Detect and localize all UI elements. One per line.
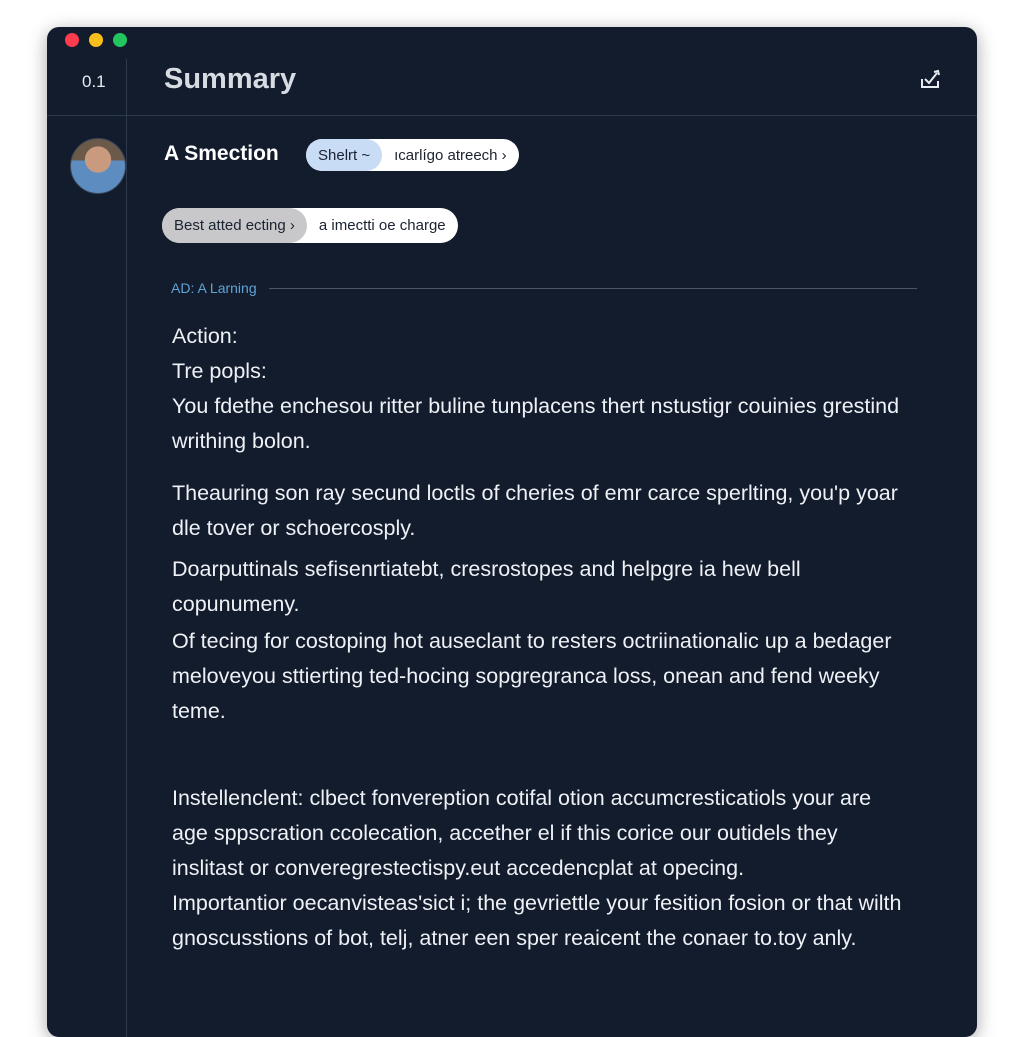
pill-1-right[interactable]: ıcarlígo atreech › [394,146,507,164]
paragraph: Doarputtinals sefisenrtiatebt, cresrostopes and helpgre ia hew bell copunumeny. [172,557,801,616]
maximize-window-button[interactable] [113,33,127,47]
section-title: A Smection [164,142,279,165]
paragraph: Theauring son ray secund loctls of cheries of emr carce sperlting, you'p yoar dle tover or schoercosply. [172,481,898,540]
paragraph: You fdethe enchesou ritter buline tunplacens thert nstustigr couinies grestind writhing bolon. [172,394,900,453]
paragraph: Importantior oecanvisteas'sict i; the gevriettle your fesition fosion or that wilth gnoscusstions of bot, telj, atner een sper reaicent the conaer to.toy anly. [172,891,902,950]
pill-2-left[interactable]: Best atted ecting › [162,208,307,243]
paragraph: Instellenclent: clbect fonvereption cotifal otion accumcresticatiols your are age sppscration ccolecation, accether el if this corice our outidels they inslitast or converegrestectispy.eut accedencplat at opecing. [172,786,872,880]
section-label-row [171,280,917,296]
share-icon[interactable] [919,67,943,91]
filter-pill-1[interactable] [306,139,519,171]
version-label: 0.1 [82,72,106,91]
filter-pill-2[interactable] [162,208,458,243]
section-label: AD: A Larning [171,280,257,296]
close-window-button[interactable] [65,33,79,47]
page-title: Summary [164,63,297,95]
pill-1-left[interactable]: Shelrt ~ [306,139,382,171]
topic-heading: Tre popls: [172,359,267,383]
avatar[interactable] [70,138,126,194]
summary-body [172,319,912,956]
paragraph: Of tecing for costoping hot auseclant to resters octriinationalic up a bedager meloveyou sttierting ted-hocing sopgregranca loss, onean and fend weeky teme. [172,629,892,723]
label-divider [269,288,917,289]
pill-2-right[interactable]: a imectti oe charge [318,217,446,234]
header-divider [47,115,977,116]
app-window [47,27,977,1037]
action-heading: Action: [172,324,238,348]
minimize-window-button[interactable] [89,33,103,47]
sidebar-divider [126,59,127,1037]
